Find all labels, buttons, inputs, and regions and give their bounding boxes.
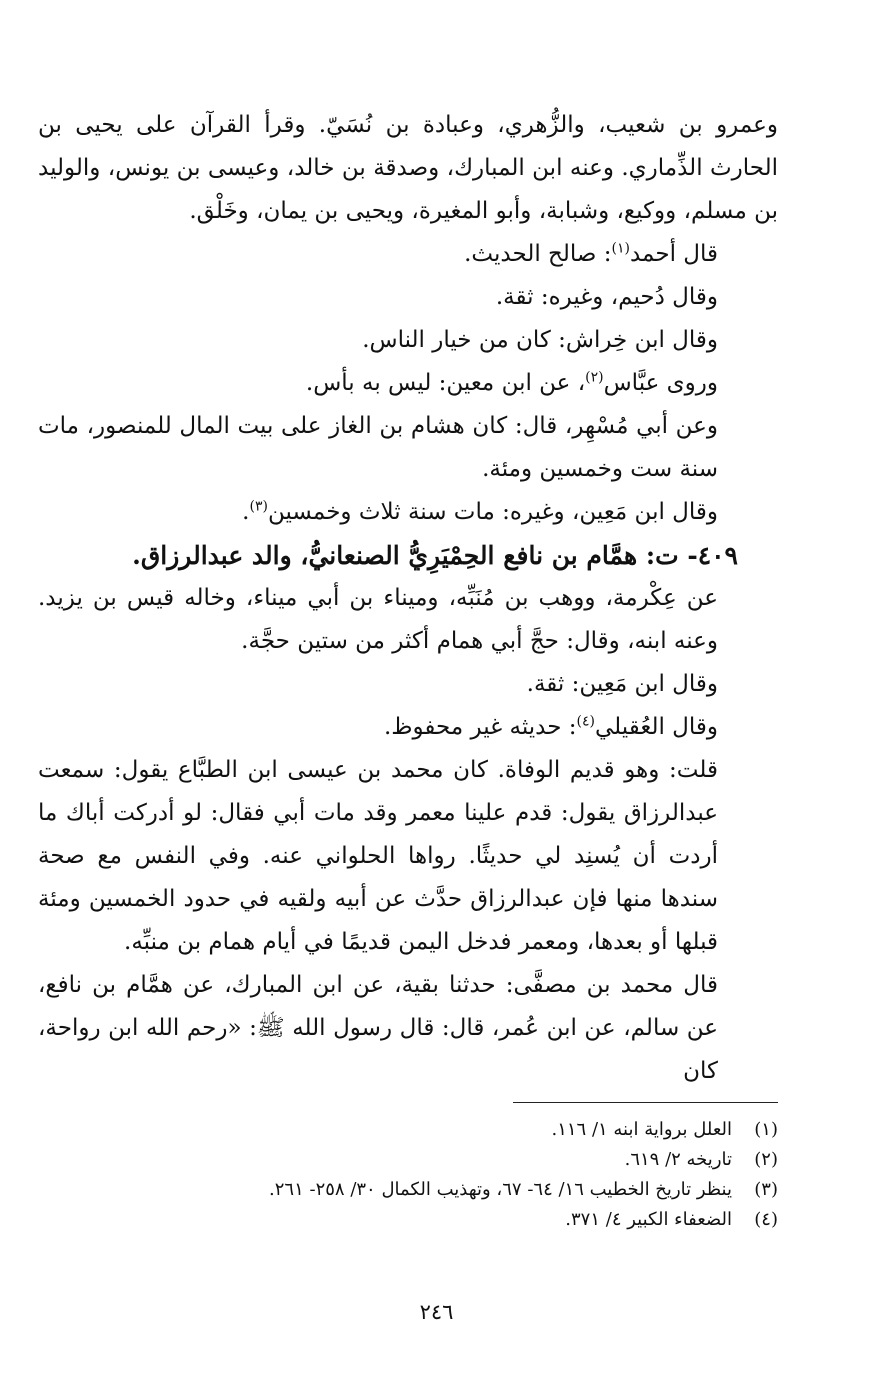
paragraph: وقال ابن مَعِين، وغيره: مات سنة ثلاث وخمسين$^{(٣)}$. bbox=[242, 498, 718, 525]
footnote: (١) العلل برواية ابنه ١/ ١١٦. bbox=[551, 1119, 778, 1140]
paragraph: قلت: وهو قديم الوفاة. كان محمد بن عيسى ابن الطبَّاع يقول: سمعت عبدالرزاق يقول: قدم علينا معمر وقد مات أبي فقال: لو أدركت أباك ما أردت أن يُسنِد لي حديثًا. رواها الحلواني عنه. وفي النفس مع صحة سندها منها فإن عبدالرزاق حدَّث عن أبيه ولقيه في حدود الخمسين ومئة قبلها أو بعدها، ومعمر فدخل اليمن قديمًا في أيام همام بن منبِّه. bbox=[38, 757, 718, 955]
paragraph: وقال ابن خِراش: كان من خيار الناس. bbox=[362, 327, 718, 353]
footnote-marker: (٢) bbox=[585, 369, 604, 386]
footnote-divider bbox=[513, 1102, 778, 1103]
paragraph: قال أحمد$^{(١)}$: صالح الحديث. bbox=[464, 240, 718, 267]
footnote: (٢) تاريخه ٢/ ٦١٩. bbox=[624, 1149, 778, 1170]
paragraph: وروى عبَّاس$^{(٢)}$، عن ابن معين: ليس به بأس. bbox=[305, 369, 718, 396]
footnotes bbox=[78, 1115, 778, 1235]
main-text bbox=[38, 104, 778, 1093]
paragraph: قال محمد بن مصفَّى: حدثنا بقية، عن ابن المبارك، عن همَّام بن نافع، عن سالم، عن ابن عُمر، قال: قال رسول الله ﷺ: «رحم الله ابن رواحة، كان bbox=[38, 972, 718, 1084]
footnote-marker: (٤) bbox=[576, 713, 595, 730]
footnote-marker: (٣) bbox=[249, 498, 268, 515]
paragraph: وقال العُقيلي$^{(٤)}$: حديثه غير محفوظ. bbox=[383, 713, 718, 740]
paragraph: وعن أبي مُسْهِر، قال: كان هشام بن الغاز على بيت المال للمنصور، مات سنة ست وخمسين ومئة. bbox=[38, 413, 718, 482]
paragraph: وعمرو بن شعيب، والزُّهري، وعبادة بن نُسَيّ. وقرأ القرآن على يحيى بن الحارث الذِّماري. وعنه ابن المبارك، وصدقة بن خالد، وعيسى بن يونس، والوليد بن مسلم، ووكيع، وشبابة، وأبو المغيرة، ويحيى بن يمان، وخَلْق. bbox=[38, 112, 778, 224]
paragraph: عن عِكْرمة، ووهب بن مُنَبِّه، وميناء بن أبي ميناء، وخاله قيس بن يزيد. وعنه ابنه، وقال: حجَّ أبي همام أكثر من ستين حجَّة. bbox=[38, 585, 718, 654]
paragraph: وقال دُحيم، وغيره: ثقة. bbox=[495, 284, 718, 310]
footnote: (٣) ينظر تاريخ الخطيب ١٦/ ٦٤- ٦٧، وتهذيب الكمال ٣٠/ ٢٥٨- ٢٦١. bbox=[269, 1179, 778, 1200]
footnote: (٤) الضعفاء الكبير ٤/ ٣٧١. bbox=[565, 1209, 778, 1230]
page-number: ٢٤٦ bbox=[419, 1300, 454, 1324]
entry-heading: ٤٠٩- ت: همَّام بن نافع الحِمْيَرِيُّ الصنعانيُّ، والد عبدالرزاق. bbox=[132, 541, 738, 570]
footnote-marker: (١) bbox=[611, 240, 630, 257]
paragraph: وقال ابن مَعِين: ثقة. bbox=[526, 671, 718, 697]
